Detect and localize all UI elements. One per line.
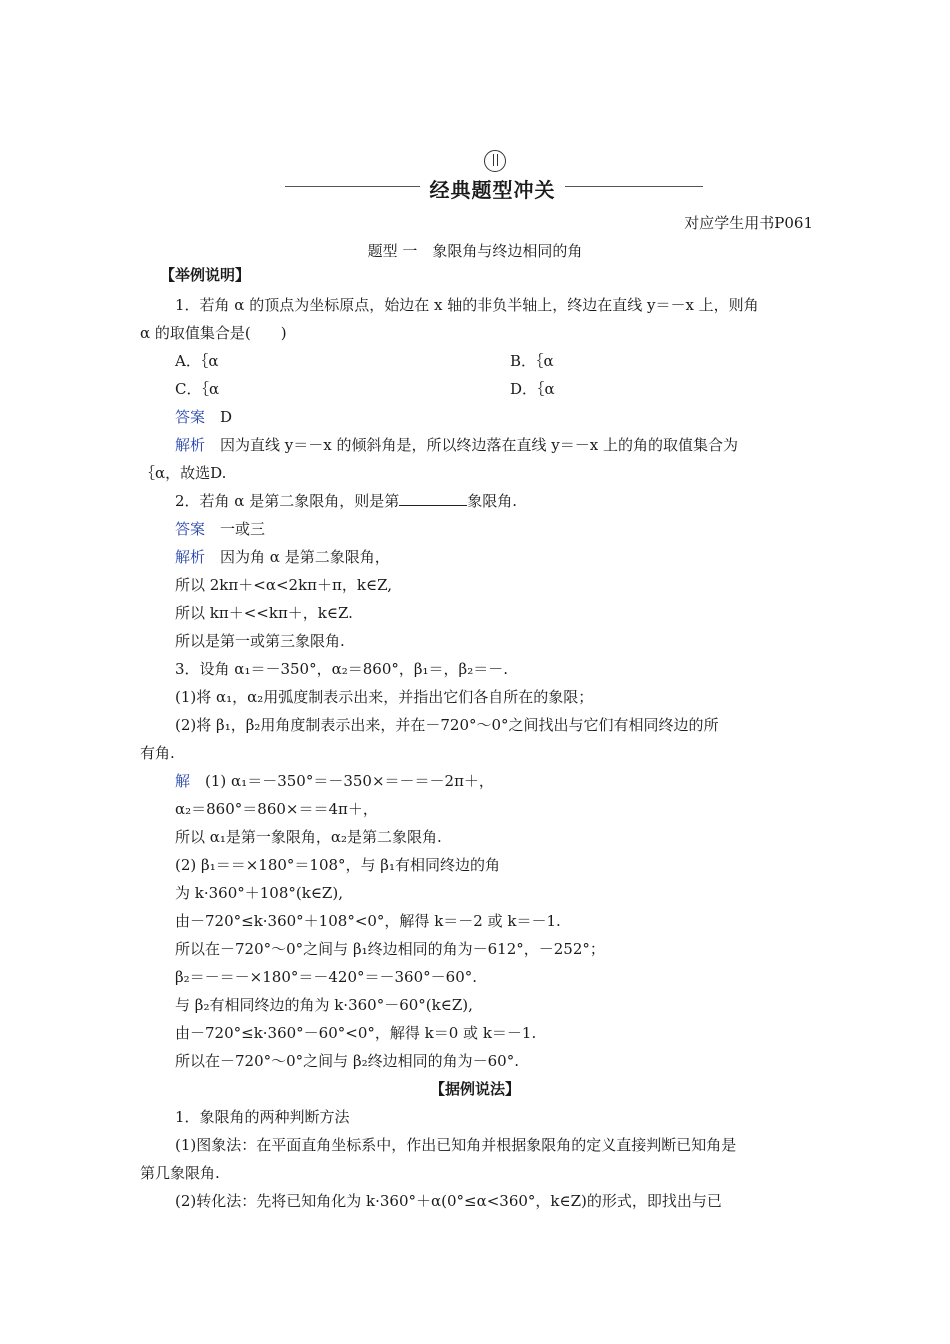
q2-analysis-line2: 所以 2kπ＋<α<2kπ＋π，k∈Z,: [175, 576, 392, 594]
method-heading: 【据例说法】: [429, 1080, 520, 1098]
q3-part1: (1)将 α₁，α₂用弧度制表示出来，并指出它们各自所在的象限；: [175, 688, 594, 706]
q1-option-d: D．｛α: [510, 380, 555, 398]
q3-part2-line1: (2)将 β₁，β₂用角度制表示出来，并在－720°～0°之间找出与它们有相同终边的所: [175, 716, 719, 734]
q2-text-after: 象限角.: [467, 492, 517, 510]
solution-text: (1) α₁＝－350°＝－350×＝－＝－2π＋，: [205, 772, 494, 790]
q2-text-before: 2．若角 α 是第二象限角，则是第: [175, 492, 400, 510]
solution-line8: β₂＝－＝－×180°＝－420°＝－360°－60°.: [175, 968, 478, 986]
q3-question: 3．设角 α₁＝－350°，α₂＝860°，β₁＝，β₂＝－.: [175, 660, 508, 678]
answer-value: 一或三: [220, 520, 266, 538]
section-title: 题型 一 象限角与终边相同的角: [367, 242, 583, 260]
q1-line2: α 的取值集合是( ): [140, 324, 287, 342]
q2-answer: [175, 519, 265, 539]
answer-label: 答案: [175, 408, 206, 426]
method-line4: (2)转化法：先将已知角化为 k·360°＋α(0°≤α<360°，k∈Z)的形式，即找出与已: [175, 1192, 722, 1210]
method-line1: 1．象限角的两种判断方法: [175, 1108, 350, 1126]
solution-label: 解: [175, 772, 191, 790]
q1-option-c: C．｛α: [175, 380, 220, 398]
answer-value: D: [220, 408, 233, 426]
q2-analysis-line1: [175, 547, 390, 567]
method-line2: (1)图象法：在平面直角坐标系中，作出已知角并根据象限角的定义直接判断已知角是: [175, 1136, 737, 1154]
solution-line3: 所以 α₁是第一象限角，α₂是第二象限角.: [175, 828, 442, 846]
q1-option-b: B．｛α: [510, 352, 554, 370]
q1-line1: 1．若角 α 的顶点为坐标原点，始边在 x 轴的非负半轴上，终边在直线 y＝－x 上，则角: [175, 296, 759, 314]
solution-line2: α₂＝860°＝860×＝＝4π＋，: [175, 800, 378, 818]
q1-option-a: A．｛α: [175, 352, 219, 370]
book-reference: 对应学生用书P061: [684, 214, 813, 232]
q1-analysis-line1: [175, 435, 738, 455]
solution-line6: 由－720°≤k·360°＋108°<0°，解得 k＝－2 或 k＝－1.: [175, 912, 561, 930]
q2-analysis-line3: 所以 kπ＋<<kπ＋，k∈Z.: [175, 604, 353, 622]
solution-line9: 与 β₂有相同终边的角为 k·360°－60°(k∈Z),: [175, 996, 473, 1014]
header-rule-right: [565, 186, 703, 187]
header-title: 经典题型冲关: [429, 178, 556, 202]
header-rule-left: [285, 186, 420, 187]
analysis-text: 因为角 α 是第二象限角，: [220, 548, 390, 566]
q2-analysis-line4: 所以是第一或第三象限角.: [175, 632, 345, 650]
solution-line11: 所以在－720°～0°之间与 β₂终边相同的角为－60°.: [175, 1052, 519, 1070]
example-heading: 【举例说明】: [160, 266, 251, 284]
method-line3: 第几象限角.: [140, 1164, 220, 1182]
analysis-text: 因为直线 y＝－x 的倾斜角是，所以终边落在直线 y＝－x 上的角的取值集合为: [220, 436, 738, 454]
solution-line7: 所以在－720°～0°之间与 β₁终边相同的角为－612°，－252°；: [175, 940, 605, 958]
q2-question: [175, 491, 517, 511]
solution-line4: (2) β₁＝＝×180°＝108°，与 β₁有相同终边的角: [175, 856, 500, 874]
solution-line10: 由－720°≤k·360°－60°<0°，解得 k＝0 或 k＝－1.: [175, 1024, 537, 1042]
analysis-label: 解析: [175, 548, 206, 566]
solution-line1: [175, 771, 494, 791]
q3-part2-line2: 有角.: [140, 744, 175, 762]
solution-line5: 为 k·360°＋108°(k∈Z),: [175, 884, 343, 902]
q1-analysis-line2: ｛α，故选D.: [140, 464, 227, 482]
q2-blank: [399, 491, 467, 506]
analysis-label: 解析: [175, 436, 206, 454]
header-bulb-icon: [484, 150, 506, 172]
q1-answer: [175, 407, 232, 427]
answer-label: 答案: [175, 520, 206, 538]
